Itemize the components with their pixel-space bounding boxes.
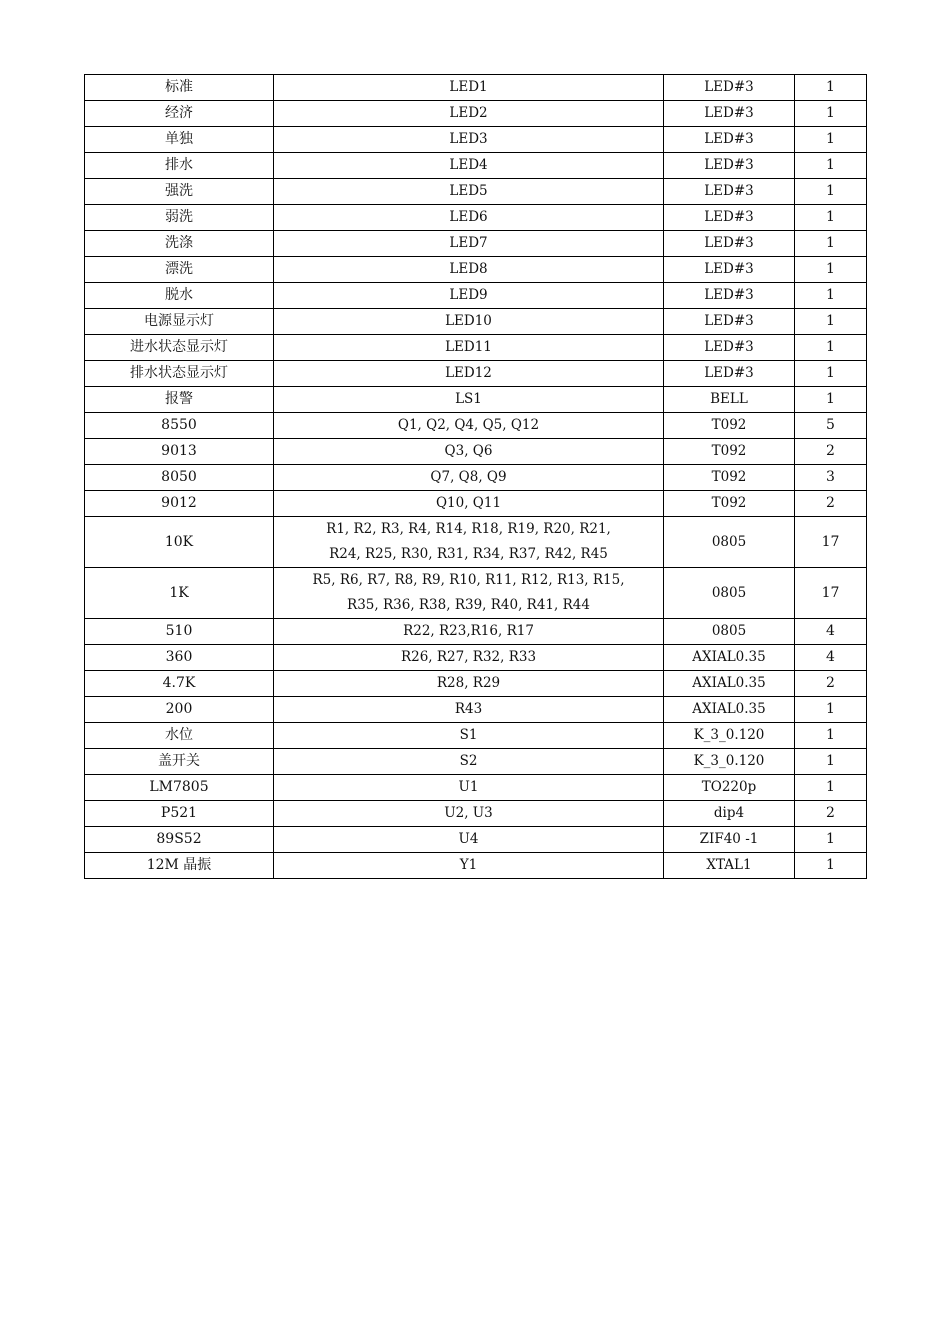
comment-cell: 10K: [85, 517, 274, 568]
footprint-cell: AXIAL0.35: [664, 697, 795, 723]
footprint-cell: LED#3: [664, 335, 795, 361]
table-row: [85, 309, 867, 335]
quantity-cell: 1: [795, 153, 867, 179]
table-row: [85, 283, 867, 309]
designator-line: R1, R2, R3, R4, R14, R18, R19, R20, R21,: [326, 521, 611, 537]
comment-cell: LM7805: [85, 775, 274, 801]
comment-cell: 水位: [85, 723, 274, 749]
designator-line: R5, R6, R7, R8, R9, R10, R11, R12, R13, R15,: [312, 572, 625, 588]
table-row: [85, 853, 867, 879]
designator-cell: LS1: [274, 387, 664, 413]
footprint-cell: K_3_0.120: [664, 723, 795, 749]
designator-cell: LED4: [274, 153, 664, 179]
table-row: [85, 517, 867, 568]
table-row: [85, 153, 867, 179]
quantity-cell: 1: [795, 749, 867, 775]
designator-cell: LED12: [274, 361, 664, 387]
quantity-cell: 2: [795, 491, 867, 517]
quantity-cell: 1: [795, 257, 867, 283]
comment-cell: 4.7K: [85, 671, 274, 697]
comment-cell: 12M 晶振: [85, 853, 274, 879]
quantity-cell: 17: [795, 517, 867, 568]
quantity-cell: 1: [795, 101, 867, 127]
footprint-cell: 0805: [664, 619, 795, 645]
footprint-cell: TO220p: [664, 775, 795, 801]
table-row: [85, 827, 867, 853]
comment-cell: 89S52: [85, 827, 274, 853]
table-row: [85, 257, 867, 283]
footprint-cell: LED#3: [664, 75, 795, 101]
table-row: [85, 205, 867, 231]
comment-cell: 9013: [85, 439, 274, 465]
footprint-cell: T092: [664, 439, 795, 465]
footprint-cell: 0805: [664, 568, 795, 619]
footprint-cell: LED#3: [664, 361, 795, 387]
quantity-cell: 1: [795, 205, 867, 231]
table-row: [85, 645, 867, 671]
quantity-cell: 1: [795, 853, 867, 879]
table-row: [85, 801, 867, 827]
quantity-cell: 1: [795, 697, 867, 723]
quantity-cell: 1: [795, 283, 867, 309]
footprint-cell: LED#3: [664, 179, 795, 205]
designator-cell: R43: [274, 697, 664, 723]
table-row: [85, 439, 867, 465]
comment-cell: 9012: [85, 491, 274, 517]
table-row: [85, 179, 867, 205]
table-row: [85, 127, 867, 153]
comment-cell: 电源显示灯: [85, 309, 274, 335]
quantity-cell: 5: [795, 413, 867, 439]
designator-cell: Y1: [274, 853, 664, 879]
table-row: [85, 361, 867, 387]
quantity-cell: 1: [795, 361, 867, 387]
quantity-cell: 1: [795, 231, 867, 257]
table-row: [85, 491, 867, 517]
table-row: [85, 723, 867, 749]
table-row: [85, 387, 867, 413]
comment-cell: 强洗: [85, 179, 274, 205]
quantity-cell: 2: [795, 439, 867, 465]
comment-cell: 1K: [85, 568, 274, 619]
footprint-cell: LED#3: [664, 205, 795, 231]
designator-cell: [274, 568, 664, 619]
table-row: [85, 413, 867, 439]
designator-cell: LED7: [274, 231, 664, 257]
designator-line: R35, R36, R38, R39, R40, R41, R44: [347, 597, 590, 613]
designator-cell: LED9: [274, 283, 664, 309]
designator-cell: LED5: [274, 179, 664, 205]
footprint-cell: dip4: [664, 801, 795, 827]
designator-cell: LED2: [274, 101, 664, 127]
designator-cell: Q10, Q11: [274, 491, 664, 517]
footprint-cell: LED#3: [664, 257, 795, 283]
designator-cell: Q7, Q8, Q9: [274, 465, 664, 491]
designator-cell: U2, U3: [274, 801, 664, 827]
designator-cell: U4: [274, 827, 664, 853]
footprint-cell: T092: [664, 491, 795, 517]
comment-cell: 洗涤: [85, 231, 274, 257]
designator-cell: S1: [274, 723, 664, 749]
quantity-cell: 1: [795, 309, 867, 335]
table-row: [85, 671, 867, 697]
comment-cell: 经济: [85, 101, 274, 127]
comment-cell: 标准: [85, 75, 274, 101]
designator-cell: LED3: [274, 127, 664, 153]
comment-cell: 弱洗: [85, 205, 274, 231]
table-row: [85, 568, 867, 619]
table-row: [85, 749, 867, 775]
footprint-cell: LED#3: [664, 127, 795, 153]
footprint-cell: XTAL1: [664, 853, 795, 879]
designator-cell: Q1, Q2, Q4, Q5, Q12: [274, 413, 664, 439]
footprint-cell: AXIAL0.35: [664, 671, 795, 697]
footprint-cell: ZIF40 -1: [664, 827, 795, 853]
designator-cell: R22, R23,R16, R17: [274, 619, 664, 645]
designator-cell: LED8: [274, 257, 664, 283]
comment-cell: 8050: [85, 465, 274, 491]
designator-cell: [274, 517, 664, 568]
table-row: [85, 75, 867, 101]
designator-cell: Q3, Q6: [274, 439, 664, 465]
table-row: [85, 619, 867, 645]
table-row: [85, 335, 867, 361]
quantity-cell: 1: [795, 127, 867, 153]
quantity-cell: 1: [795, 775, 867, 801]
bom-table-body: [85, 75, 867, 879]
footprint-cell: LED#3: [664, 231, 795, 257]
footprint-cell: K_3_0.120: [664, 749, 795, 775]
comment-cell: 盖开关: [85, 749, 274, 775]
designator-cell: LED6: [274, 205, 664, 231]
table-row: [85, 775, 867, 801]
footprint-cell: AXIAL0.35: [664, 645, 795, 671]
footprint-cell: LED#3: [664, 101, 795, 127]
quantity-cell: 1: [795, 827, 867, 853]
table-row: [85, 465, 867, 491]
quantity-cell: 1: [795, 387, 867, 413]
comment-cell: 360: [85, 645, 274, 671]
comment-cell: 510: [85, 619, 274, 645]
quantity-cell: 3: [795, 465, 867, 491]
quantity-cell: 1: [795, 335, 867, 361]
designator-cell: S2: [274, 749, 664, 775]
footprint-cell: LED#3: [664, 283, 795, 309]
comment-cell: 报警: [85, 387, 274, 413]
footprint-cell: LED#3: [664, 309, 795, 335]
footprint-cell: LED#3: [664, 153, 795, 179]
quantity-cell: 2: [795, 801, 867, 827]
bom-table: [84, 74, 867, 879]
designator-cell: U1: [274, 775, 664, 801]
quantity-cell: 17: [795, 568, 867, 619]
comment-cell: 单独: [85, 127, 274, 153]
comment-cell: 8550: [85, 413, 274, 439]
designator-cell: R28, R29: [274, 671, 664, 697]
footprint-cell: BELL: [664, 387, 795, 413]
designator-line: R24, R25, R30, R31, R34, R37, R42, R45: [329, 546, 608, 562]
quantity-cell: 1: [795, 179, 867, 205]
comment-cell: 漂洗: [85, 257, 274, 283]
designator-cell: LED11: [274, 335, 664, 361]
table-row: [85, 101, 867, 127]
footprint-cell: 0805: [664, 517, 795, 568]
quantity-cell: 1: [795, 75, 867, 101]
comment-cell: P521: [85, 801, 274, 827]
comment-cell: 200: [85, 697, 274, 723]
table-row: [85, 697, 867, 723]
quantity-cell: 4: [795, 619, 867, 645]
comment-cell: 进水状态显示灯: [85, 335, 274, 361]
comment-cell: 脱水: [85, 283, 274, 309]
footprint-cell: T092: [664, 465, 795, 491]
quantity-cell: 1: [795, 723, 867, 749]
table-row: [85, 231, 867, 257]
quantity-cell: 4: [795, 645, 867, 671]
designator-cell: R26, R27, R32, R33: [274, 645, 664, 671]
designator-cell: LED10: [274, 309, 664, 335]
footprint-cell: T092: [664, 413, 795, 439]
comment-cell: 排水状态显示灯: [85, 361, 274, 387]
quantity-cell: 2: [795, 671, 867, 697]
comment-cell: 排水: [85, 153, 274, 179]
designator-cell: LED1: [274, 75, 664, 101]
